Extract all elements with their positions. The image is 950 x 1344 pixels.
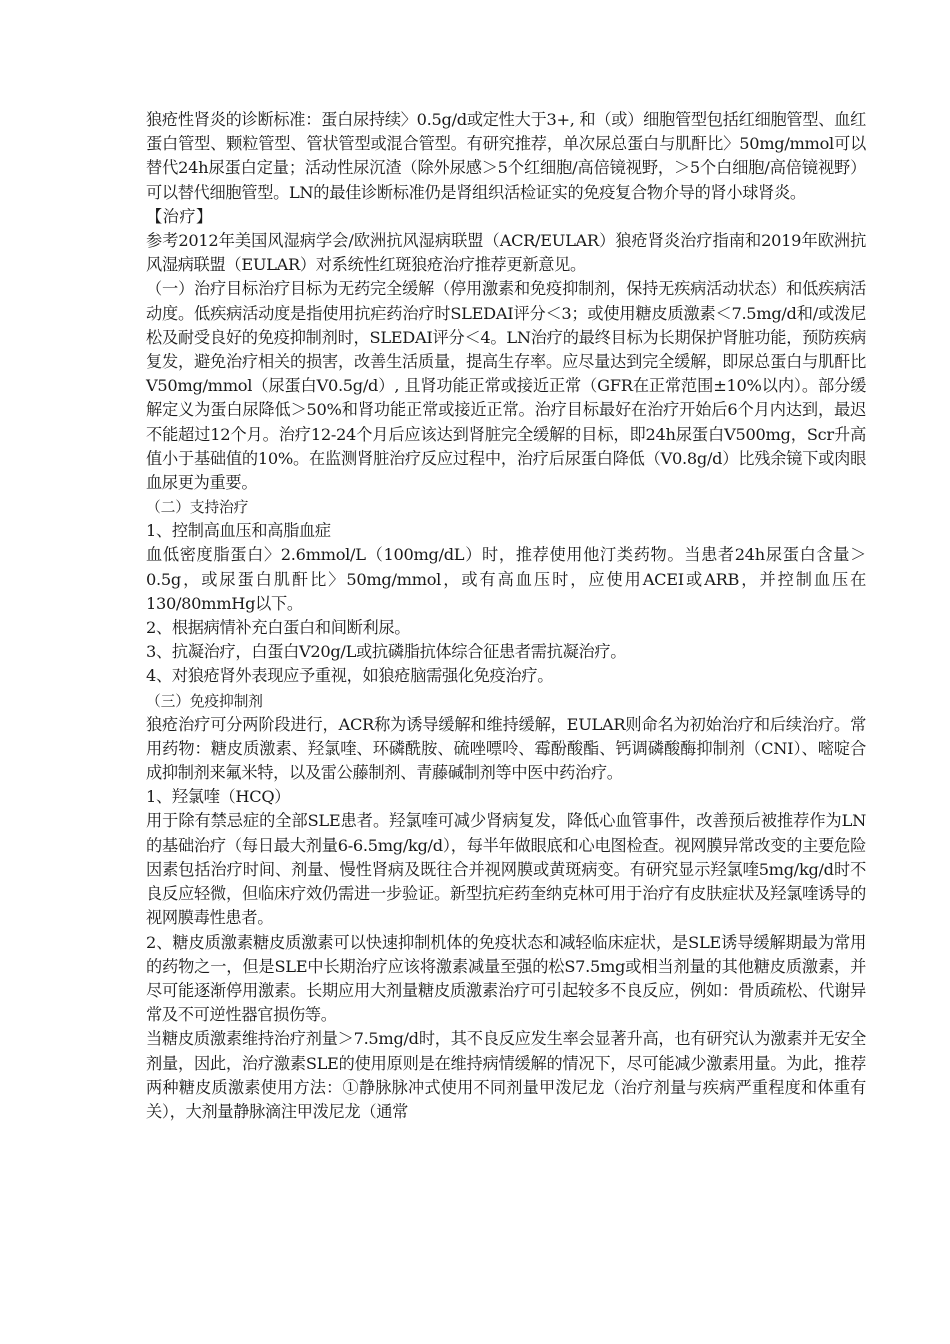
paragraph-immunosuppressant-intro: 狼疮治疗可分两阶段进行，ACR称为诱导缓解和维持缓解，EULAR则命名为初始治疗和后续治疗。常用药物：糖皮质激素、羟氯喹、环磷酰胺、硫唑嘌呤、霉酚酸酯、钙调磷酸酶抑制剂（CNI）、嘧啶合成抑制剂来氟米特，以及雷公藤制剂、青藤碱制剂等中医中药治疗。 [146, 714, 866, 783]
item-hypertension-hyperlipidemia-body: 血低密度脂蛋白〉2.6mmol/L（100mg/dL）时，推荐使用他汀类药物。当患者24h尿蛋白含量＞0.5g，或尿蛋白肌酐比〉50mg/mmol，或有高血压时，应使用ACEI或ARB，并控制血压在130/80mmHg以下。 [146, 545, 866, 613]
paragraph-glucocorticoid-dosing: 当糖皮质激素维持治疗剂量＞7.5mg/d时，其不良反应发生率会显著升高，也有研究认为激素并无安全剂量，因此，治疗激素SLE的使用原则是在维持病情缓解的情况下，尽可能减少激素用量。为此，推荐两种糖皮质激素使用方法：①静脉脉冲式使用不同剂量甲泼尼龙（治疗剂量与疾病严重程度和体重有关），大剂量静脉滴注甲泼尼龙（通常 [146, 1029, 866, 1121]
item-extrarenal-lupus: 4、对狼疮肾外表现应予重视，如狼疮脑需强化免疫治疗。 [146, 666, 554, 686]
paragraph-hydroxychloroquine: 用于除有禁忌症的全部SLE患者。羟氯喹可减少肾病复发，降低心血管事件，改善预后被推荐作为LN的基础治疗（每日最大剂量6-6.5mg/kg/d），每半年做眼底和心电图检查。视网膜异常改变的主要危险因素包括治疗时间、剂量、慢性肾病及既往合并视网膜或黄斑病变。有研究显示羟氯喹5mg/kg/d时不良反应轻微，但临床疗效仍需进一步验证。新型抗疟药奎纳克林可用于治疗有皮肤症状及羟氯喹诱导的视网膜毒性患者。 [146, 811, 866, 928]
subheading-immunosuppressants: （三）免疫抑制剂 [146, 692, 263, 710]
section-heading-treatment: 【治疗】 [146, 206, 213, 226]
item-anticoagulation: 3、抗凝治疗，白蛋白V20g/L或抗磷脂抗体综合征患者需抗凝治疗。 [146, 642, 627, 662]
paragraph-treatment-goal: （一）治疗目标治疗目标为无药完全缓解（停用激素和免疫抑制剂，保持无疾病活动状态）和低疾病活动度。低疾病活动度是指使用抗疟药治疗时SLEDAI评分＜3；或使用糖皮质激素＜7.5mg/d和/或泼尼松及耐受良好的免疫抑制剂时，SLEDAI评分＜4。LN治疗的最终目标为长期保护肾脏功能，预防疾病复发，避免治疗相关的损害，改善生活质量，提高生存率。应尽量达到完全缓解，即尿总蛋白与肌酐比V50mg/mmol（尿蛋白V0.5g/d）, 且肾功能正常或接近正常（GFR在正常范围±10%以内）。部分缓解定义为蛋白尿降低＞50%和肾功能正常或接近正常。治疗目标最好在治疗开始后6个月内达到，最迟不能超过12个月。治疗12-24个月后应该达到肾脏完全缓解的目标，即24h尿蛋白V500mg，Scr升高值小于基础值的10%。在监测肾脏治疗反应过程中，治疗后尿蛋白降低（V0.8g/d）比残余镜下或肉眼血尿更为重要。 [146, 279, 866, 493]
item-albumin-diuresis: 2、根据病情补充白蛋白和间断利尿。 [146, 618, 411, 638]
document-page [146, 108, 866, 1124]
item-hydroxychloroquine-title: 1、羟氯喹（HCQ） [146, 787, 291, 807]
paragraph-glucocorticoids: 2、糖皮质激素糖皮质激素可以快速抑制机体的免疫状态和减轻临床症状，是SLE诱导缓解期最为常用的药物之一，但是SLE中长期治疗应该将激素减量至强的松S7.5mg或相当剂量的其他糖皮质激素，并尽可能逐渐停用激素。长期应用大剂量糖皮质激素治疗可引起较多不良反应，例如：骨质疏松、代谢异常及不可逆性器官损伤等。 [146, 932, 866, 1025]
subheading-supportive-therapy: （二）支持治疗 [146, 499, 249, 517]
paragraph-guideline-reference: 参考2012年美国风湿病学会/欧洲抗风湿病联盟（ACR/EULAR）狼疮肾炎治疗指南和2019年欧洲抗风湿病联盟（EULAR）对系统性红斑狼疮治疗推荐更新意见。 [146, 231, 866, 275]
paragraph-diagnosis-criteria: 狼疮性肾炎的诊断标准：蛋白尿持续〉0.5g/d或定性大于3+, 和（或）细胞管型包括红细胞管型、血红蛋白管型、颗粒管型、管状管型或混合管型。有研究推荐，单次尿总蛋白与肌酐比〉50mg/mmol可以替代24h尿蛋白定量；活动性尿沉渣（除外尿感＞5个红细胞/高倍镜视野，＞5个白细胞/高倍镜视野）可以替代细胞管型。LN的最佳诊断标准仍是肾组织活检证实的免疫复合物介导的肾小球肾炎。 [146, 110, 866, 202]
item-hypertension-hyperlipidemia-title: 1、控制高血压和高脂血症 [146, 521, 331, 541]
